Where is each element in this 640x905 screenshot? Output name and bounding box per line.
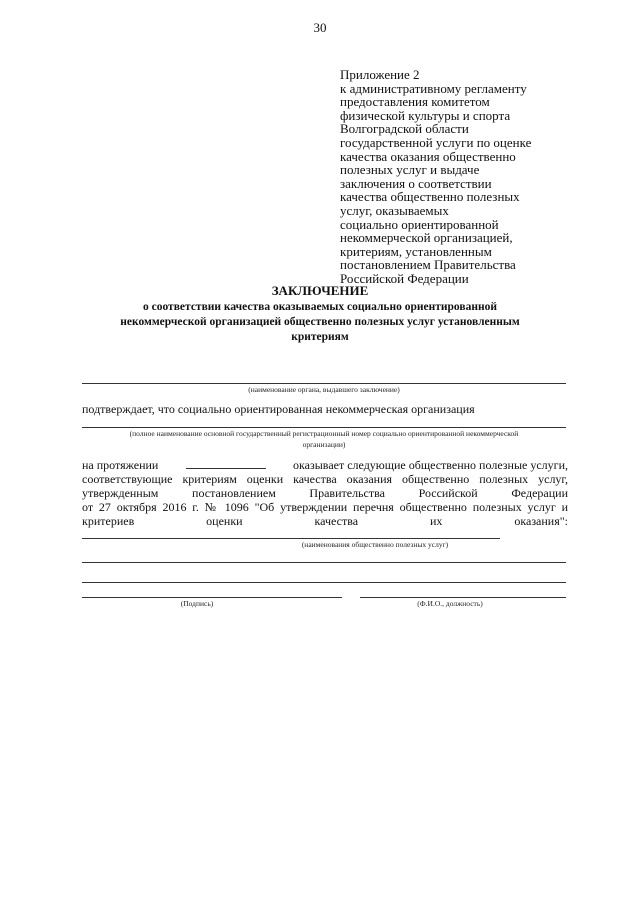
signature-line[interactable]	[82, 597, 342, 598]
appendix-line: физической культуры и спорта	[340, 107, 511, 123]
appendix-line: государственной услуги по оценке	[340, 134, 532, 150]
appendix-line: критериям, установленным	[340, 243, 492, 259]
paragraph-word: оказания":	[514, 514, 568, 528]
paragraph-word: Правительства	[309, 486, 385, 500]
subtitle-line: критериям	[291, 331, 349, 343]
paragraph-word: постановлением	[192, 486, 276, 500]
paragraph-word: их	[430, 514, 443, 528]
appendix-line: предоставления комитетом	[340, 94, 490, 110]
paragraph-word: утвержденным	[82, 486, 159, 500]
appendix-line: заключения о соответствии	[340, 175, 492, 191]
document-subtitle	[80, 300, 560, 345]
page-number: 30	[313, 20, 327, 35]
document-title: ЗАКЛЮЧЕНИЕ	[271, 283, 369, 298]
appendix-line: к административному регламенту	[340, 80, 527, 96]
name-position-line[interactable]	[360, 597, 566, 598]
subtitle-line: некоммерческой организацией общественно полезных услуг установленным	[120, 316, 520, 328]
appendix-line: Российской Федерации	[340, 270, 469, 286]
paragraph-word: Российской	[418, 486, 478, 500]
organization-caption-2: организации)	[302, 440, 346, 449]
services-line-3[interactable]	[82, 582, 566, 583]
organization-name-line[interactable]	[82, 427, 566, 428]
organ-name-caption: (наименование органа, выдавшего заключение)	[248, 385, 400, 394]
organization-caption-1: (полное наименование основной государственный регистрационный номер социально ориентированной некоммерческой	[129, 429, 519, 438]
services-line[interactable]	[82, 538, 500, 539]
paragraph-word: качества	[314, 514, 359, 528]
period-blank[interactable]	[186, 458, 266, 469]
confirms-text: подтверждает, что социально ориентированная некоммерческая организация	[82, 402, 475, 416]
paragraph-line-3	[82, 486, 568, 500]
paragraph-line-1	[82, 458, 568, 472]
services-line-2[interactable]	[82, 562, 566, 563]
appendix-line: услуг, оказываемых	[340, 202, 449, 218]
paragraph-word: критериев	[82, 514, 135, 528]
services-caption: (наименования общественно полезных услуг)	[301, 540, 449, 549]
appendix-line: некоммерческой организацией,	[340, 230, 513, 246]
appendix-line: постановлением Правительства	[340, 257, 516, 273]
appendix-line: Приложение 2	[340, 67, 420, 82]
subtitle-line: о соответствии качества оказываемых социально ориентированной	[142, 301, 497, 313]
name-position-caption: (Ф.И.О., должность)	[417, 599, 483, 608]
appendix-line: социально ориентированной	[340, 216, 499, 232]
main-paragraph	[82, 458, 568, 528]
paragraph-line-2: соответствующие критериям оценки качества оказания общественно полезных услуг,	[82, 472, 568, 486]
organ-name-line[interactable]	[82, 383, 566, 384]
services-lead-text: оказывает следующие общественно полезные услуги,	[293, 458, 568, 472]
paragraph-word: Федерации	[511, 486, 568, 500]
paragraph-line-5	[82, 514, 568, 528]
paragraph-line-4: от 27 октября 2016 г. № 1096 "Об утверждении перечня общественно полезных услуг и	[82, 500, 568, 514]
appendix-line: качества оказания общественно	[340, 148, 516, 164]
period-label: на протяжении	[82, 458, 159, 472]
appendix-note	[340, 68, 590, 286]
appendix-line: качества общественно полезных	[340, 189, 520, 205]
appendix-line: Волгоградской области	[340, 121, 469, 137]
appendix-line: полезных услуг и выдаче	[340, 162, 480, 178]
signature-caption: (Подпись)	[180, 599, 214, 608]
paragraph-word: оценки	[206, 514, 243, 528]
